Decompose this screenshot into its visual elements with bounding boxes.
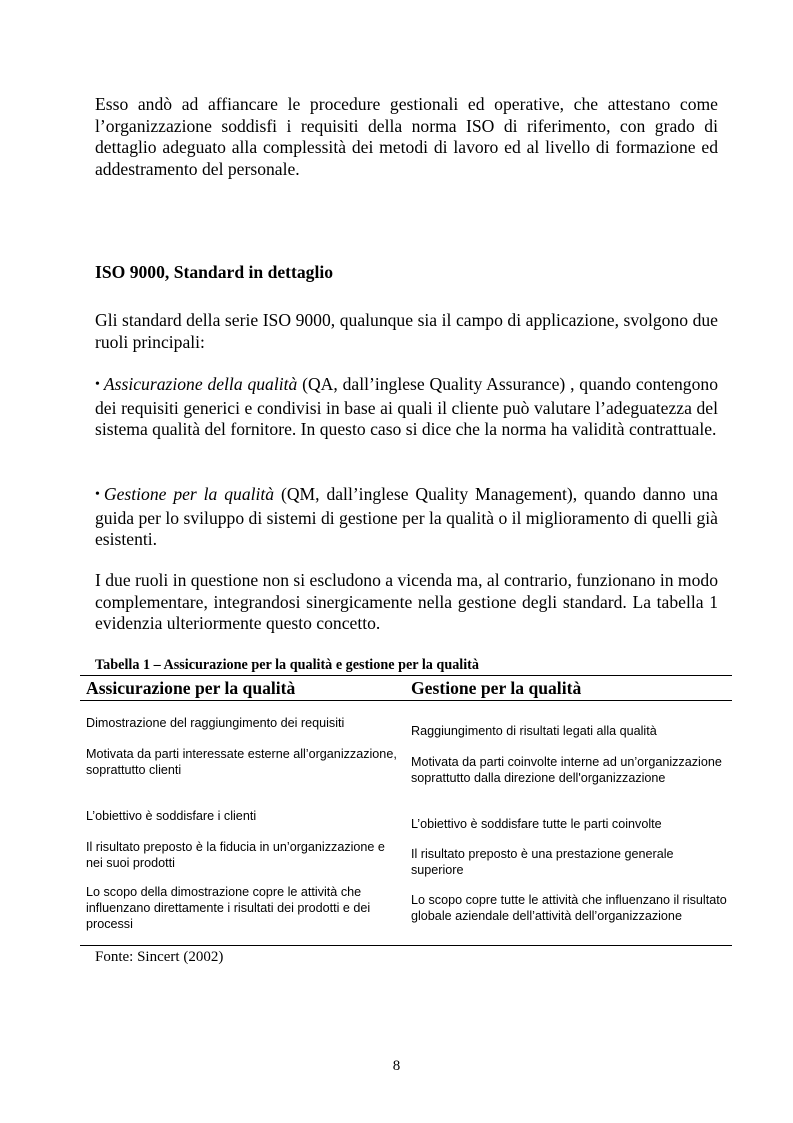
table-cell: Il risultato preposto è una prestazione generale superiore <box>411 847 674 877</box>
standards-paragraph: Gli standard della serie ISO 9000, qualunque sia il campo di applicazione, svolgono due ruoli principali: <box>95 310 718 352</box>
table-cell: L’obiettivo è soddisfare tutte le parti coinvolte <box>411 817 662 831</box>
table-cell: Lo scopo copre tutte le attività che influenzano il risultato globale aziendale dell’attività dell’organizzazione <box>411 893 727 923</box>
table-cell: L’obiettivo è soddisfare i clienti <box>86 809 257 823</box>
table-top-rule <box>80 675 732 676</box>
table-cell: Raggiungimento di risultati legati alla qualità <box>411 724 657 738</box>
table-header-rule <box>80 700 732 701</box>
table-header-management: Gestione per la qualità <box>411 678 582 698</box>
bullet-quality-management <box>95 484 718 551</box>
table-cell: Motivata da parti coinvolte interne ad un’organizzazione soprattutto dalla direzione dell'organizzazione <box>411 755 722 785</box>
page-number: 8 <box>392 1058 401 1074</box>
table-cell: Motivata da parti interessate esterne all’organizzazione, soprattutto clienti <box>86 747 397 777</box>
table-cell: Lo scopo della dimostrazione copre le attività che influenzano direttamente i risultati dei prodotti e dei processi <box>86 885 371 931</box>
table-cell: Dimostrazione del raggiungimento dei requisiti <box>86 716 345 730</box>
bullet-term: Assicurazione della qualità <box>103 374 298 394</box>
bullet-text: (QA, dall’inglese Quality Assurance) , quando contengono dei requisiti generici e condivisi in base ai quali il cliente può valutare l’adeguatezza del sistema qualità del fornitore. In questo caso si dice che la norma ha validità contrattuale. <box>95 374 718 440</box>
intro-paragraph: Esso andò ad affiancare le procedure gestionali ed operative, che attestano come l’organizzazione soddisfi i requisiti della norma ISO di riferimento, con grado di dettaglio adeguato alla complessità dei metodi di lavoro ed al livello di formazione ed addestramento del personale. <box>95 94 718 180</box>
section-heading: ISO 9000, Standard in dettaglio <box>95 262 334 282</box>
table-bottom-rule <box>80 945 732 946</box>
bullet-icon: • <box>95 377 100 392</box>
table-cell: Il risultato preposto è la fiducia in un’organizzazione e nei suoi prodotti <box>86 840 385 870</box>
roles-paragraph: I due ruoli in questione non si escludono a vicenda ma, al contrario, funzionano in modo complementare, integrandosi sinergicamente nella gestione degli standard. La tabella 1 evidenzia ulteriormente questo concetto. <box>95 570 718 634</box>
table-header-assurance: Assicurazione per la qualità <box>86 678 296 698</box>
table-source: Fonte: Sincert (2002) <box>95 949 224 965</box>
table-caption: Tabella 1 – Assicurazione per la qualità e gestione per la qualità <box>95 657 480 673</box>
bullet-icon: • <box>95 487 100 502</box>
bullet-quality-assurance <box>95 374 718 441</box>
bullet-term: Gestione per la qualità <box>103 484 275 504</box>
bullet-text: (QM, dall’inglese Quality Management), quando danno una guida per lo sviluppo di sistemi di gestione per la qualità o il miglioramento di quelli già esistenti. <box>95 484 718 550</box>
